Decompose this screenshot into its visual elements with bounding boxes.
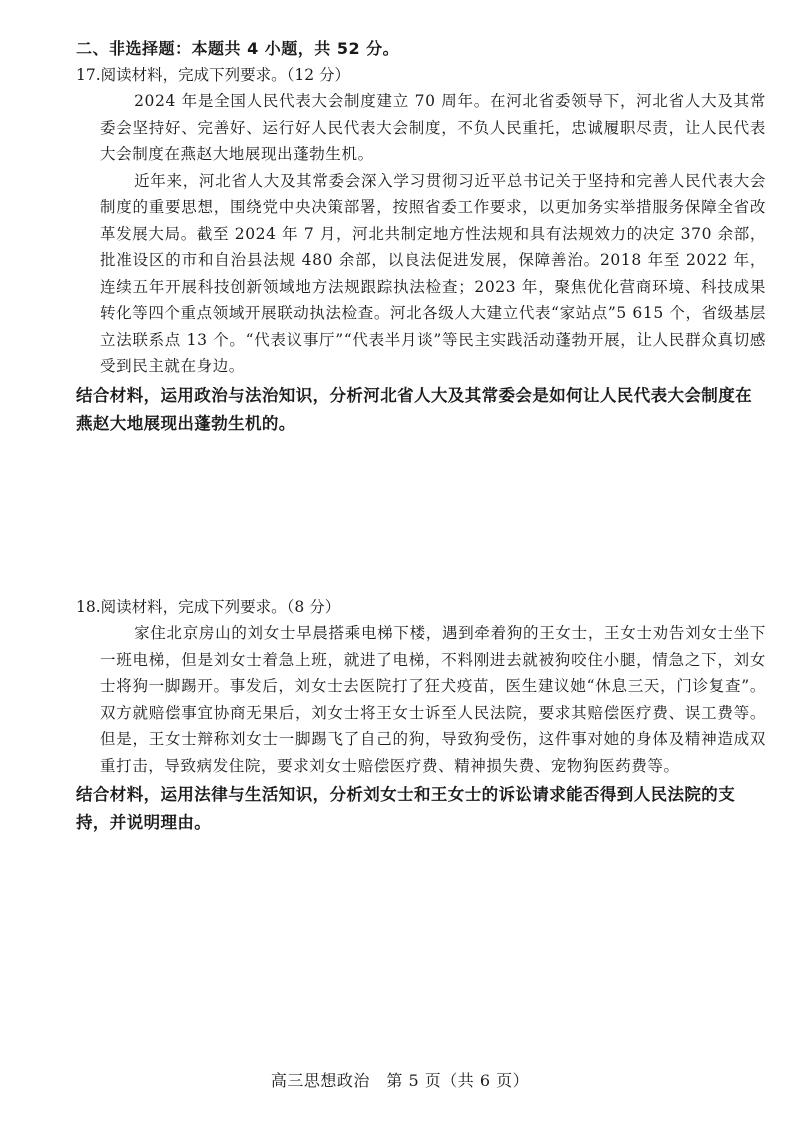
question-task: 结合材料，运用法律与生活知识，分析刘女士和王女士的诉讼请求能否得到人民法院的支持，并说明理由。 bbox=[76, 785, 736, 832]
material-paragraph: 家住北京房山的刘女士早晨搭乘电梯下楼，遇到牵着狗的王女士，王女士劝告刘女士坐下一班电梯，但是刘女士着急上班，就进了电梯，不料刚进去就被狗咬住小腿，情急之下，刘女士将狗一脚踢开。事发后，刘女士去医院打了狂犬疫苗，医生建议她“休息三天，门诊复查”。双方就赔偿事宜协商无果后，刘女士将王女士诉至人民法院，要求其赔偿医疗费、误工费等。但是，王女士辩称刘女士一脚踢飞了自己的狗，导致狗受伤，这件事对她的身体及精神造成双重打击，导致病发住院，要求刘女士赔偿医疗费、精神损失费、宠物狗医药费等。 bbox=[100, 624, 766, 775]
question-title: 17.阅读材料，完成下列要求。（12 分） bbox=[76, 66, 351, 84]
material-paragraph: 2024 年是全国人民代表大会制度建立 70 周年。在河北省委领导下，河北省人大及其常委会坚持好、完善好、运行好人民代表大会制度，不负人民重托，忠诚履职尽责，让人民代表大会制度在燕赵大地展现出蓬勃生机。 bbox=[100, 92, 766, 163]
question-task: 结合材料，运用政治与法治知识，分析河北省人大及其常委会是如何让人民代表大会制度在燕赵大地展现出蓬勃生机的。 bbox=[76, 385, 752, 433]
question-17 bbox=[76, 62, 766, 438]
section-heading: 二、非选择题：本题共 4 小题，共 52 分。 bbox=[76, 39, 400, 58]
question-18 bbox=[76, 594, 766, 837]
page-footer: 高三思想政治 第 5 页（共 6 页） bbox=[270, 1071, 530, 1090]
material-paragraph: 近年来，河北省人大及其常委会深入学习贯彻习近平总书记关于坚持和完善人民代表大会制度的重要思想，围绕党中央决策部署，按照省委工作要求，以更加务实举措服务保障全省改革发展大局。截至 2024 年 7 月，河北共制定地方性法规和具有法规效力的决定 370 余部，批准设区的市和自治县法规 480 余部，以良法促进发展，保障善治。2018 年至 2022 年，连续五年开展科技创新领域地方法规跟踪执法检查；2023 年，聚焦优化营商环境、科技成果转化等四个重点领域开展联动执法检查。河北各级人大建立代表“家站点”5 615 个，省级基层立法联系点 13 个。“代表议事厅”“代表半月谈”等民主实践活动蓬勃开展，让人民群众真切感受到民主就在身边。 bbox=[100, 171, 766, 375]
question-title: 18.阅读材料，完成下列要求。（8 分） bbox=[76, 598, 341, 616]
